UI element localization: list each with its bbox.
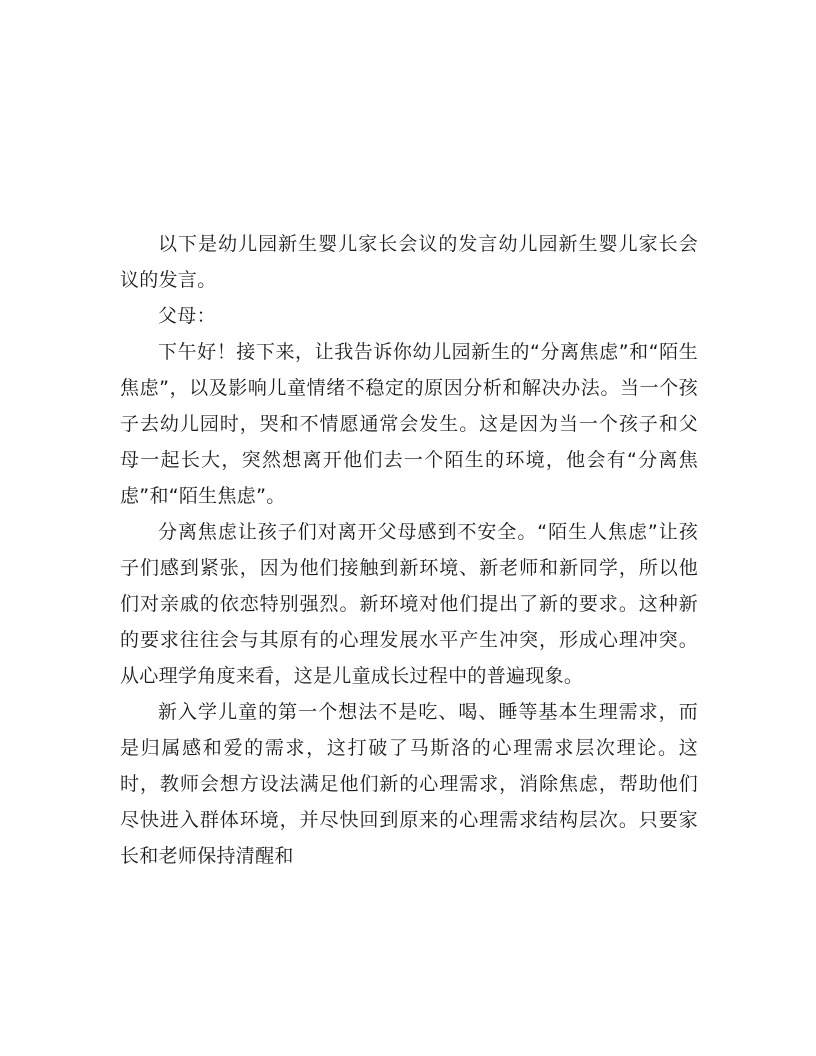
paragraph-needs: 新入学儿童的第一个想法不是吃、喝、睡等基本生理需求，而是归属感和爱的需求，这打破了马斯洛的心理需求层次理论。这时，教师会想方设法满足他们新的心理需求，消除焦虑，帮助他们尽快进入群体环境，并尽快回到原来的心理需求结构层次。只要家长和老师保持清醒和: [120, 701, 698, 867]
paragraph-separation-anxiety: 分离焦虑让孩子们对离开父母感到不安全。“陌生人焦虑”让孩子们感到紧张，因为他们接触到新环境、新老师和新同学，所以他们对亲戚的依恋特别强烈。新环境对他们提出了新的要求。这种新的要求往往会与其原有的心理发展水平产生冲突，形成心理冲突。从心理学角度来看，这是儿童成长过程中的普遍现象。: [120, 521, 698, 687]
paragraph-intro: 以下是幼儿园新生婴儿家长会议的发言幼儿园新生婴儿家长会议的发言。: [120, 233, 698, 291]
document-body: [120, 226, 698, 874]
paragraph-salutation: 父母：: [158, 305, 216, 327]
paragraph-greeting: 下午好！接下来，让我告诉你幼儿园新生的“分离焦虑”和“陌生焦虑”，以及影响儿童情绪不稳定的原因分析和解决办法。当一个孩子去幼儿园时，哭和不情愿通常会发生。这是因为当一个孩子和父母一起长大，突然想离开他们去一个陌生的环境，他会有“分离焦虑”和“陌生焦虑”。: [120, 341, 698, 507]
